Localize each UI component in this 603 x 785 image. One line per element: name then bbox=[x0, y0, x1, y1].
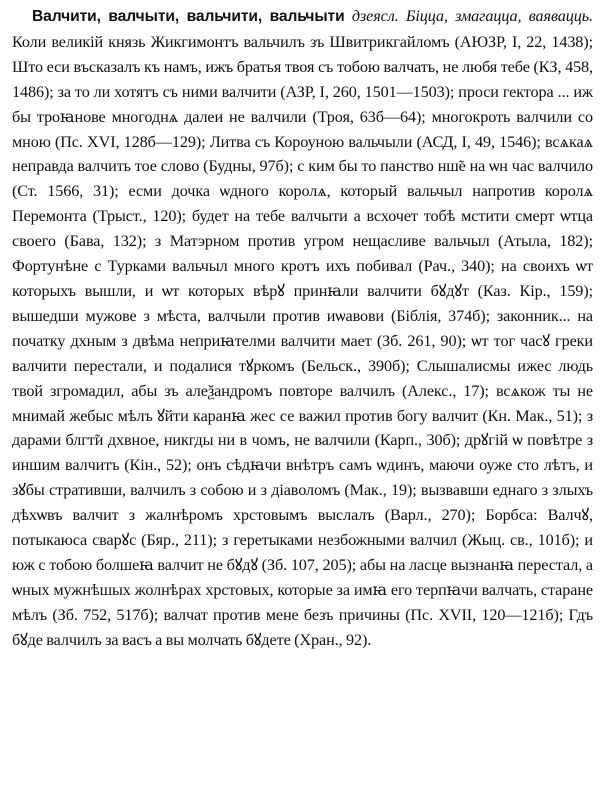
entry-headword: Валчити, валчыти, вальчити, вальчыти bbox=[32, 8, 345, 25]
part-of-speech-label: дзеясл. bbox=[351, 7, 399, 25]
dictionary-entry bbox=[12, 4, 593, 653]
entry-gloss: Біцца, змагацца, ваявацць. bbox=[405, 7, 593, 25]
entry-citations: Коли великій князь Жикгимонтъ вальчилъ зъ Швитрикгайломъ (АЮЗР, I, 22, 1438); Што еси въсказалъ къ намъ, ижъ братья твоя съ тобою валчать, не любя тебе (КЗ, 458, 1486); за то ли хотятъ съ ними валчити (АЗР, I, 260, 1501—1503); проси гектора ... иж бы троꙗнове многоднѧ далеи не валчили (Троя, 63б—64); многокроть валчили со мною (Пс. XVI, 128б—129); Литва съ Короуною вальчыли (АСД, I, 49, 1546); всѧкаѧ неправда валчить тое слово (Будны, 97б); с ким бы то панство нш̃е на ѡн час валчило (Ст. 1566, 31); есми дочка ѡдного королѧ, который вальчыл напротив королѧ Перемонта (Трыст., 120); будет на тебе валчыти а всхочет тобѣ мстити смерт ѡтца своего (Бава, 132); з Матэрном против угром нещасливе вальчыл (Атыла, 182); Фортунѣне с Турками вальчыл много кротъ ихъ побивал (Рач., 340); на своихъ ѡт которыхъ вышли, и ѡт которых вѣрꙋ принꙗли валчити бꙋдꙋт (Каз. Кір., 159); вышедши мужове з мѣста, валчыли против иѡавови (Біблія, 374б); законник... на початку дхным з двѣма неприꙗтелми валчити мает (Зб. 261, 90); ѡт тог часꙋ греки валчити перестали, и подалися тꙋркомъ (Бельск., 390б); Слышалисмы ижес людь твой згромадил, абы зъ алеѯандромъ повторе валчилъ (Алекс., 17); всѧкож ты не мнимай жебыс мѣлъ ꙋйти каранꙗ жес се важил против богу валчит (Кн. Мак., 51); з дарами блгт̃и дхвное, никгды ни в чомъ, не валчили (Карп., 30б); дрꙋгій ѡ повѣтре з иншим валчитъ (Кін., 52); онъ сѣдꙗчи внѣтръ самъ ѡдинъ, маючи оуже сто лѣтъ, и зꙋбы стративши, валчилъ з собою и з діаволомъ (Мак., 19); вызвавши еднаго з злыхъ дѣхѡвъ валчит з жалнѣромъ хрстовымъ выслалъ (Варл., 270); Борбса: Валчꙋ, потыкаюса сварꙋс (Бяр., 211); з геретыками незбожными валчил (Жыц. св., 101б); и юж с тобою болшеꙗ валчит не бꙋдꙋ (Зб. 107, 205); абы на ласце вызнанꙗ перестал, а ѡных мужнѣшых жолнѣрах хрстовых, которые за имꙗ его терпꙗчи валчать, старане мѣлъ (Зб. 752, 517б); валчат против мене безъ причины (Пс. XVII, 120—121б); Гдъ бꙋде валчилъ за васъ а вы молчать бꙋдете (Хран., 92). bbox=[12, 32, 593, 649]
